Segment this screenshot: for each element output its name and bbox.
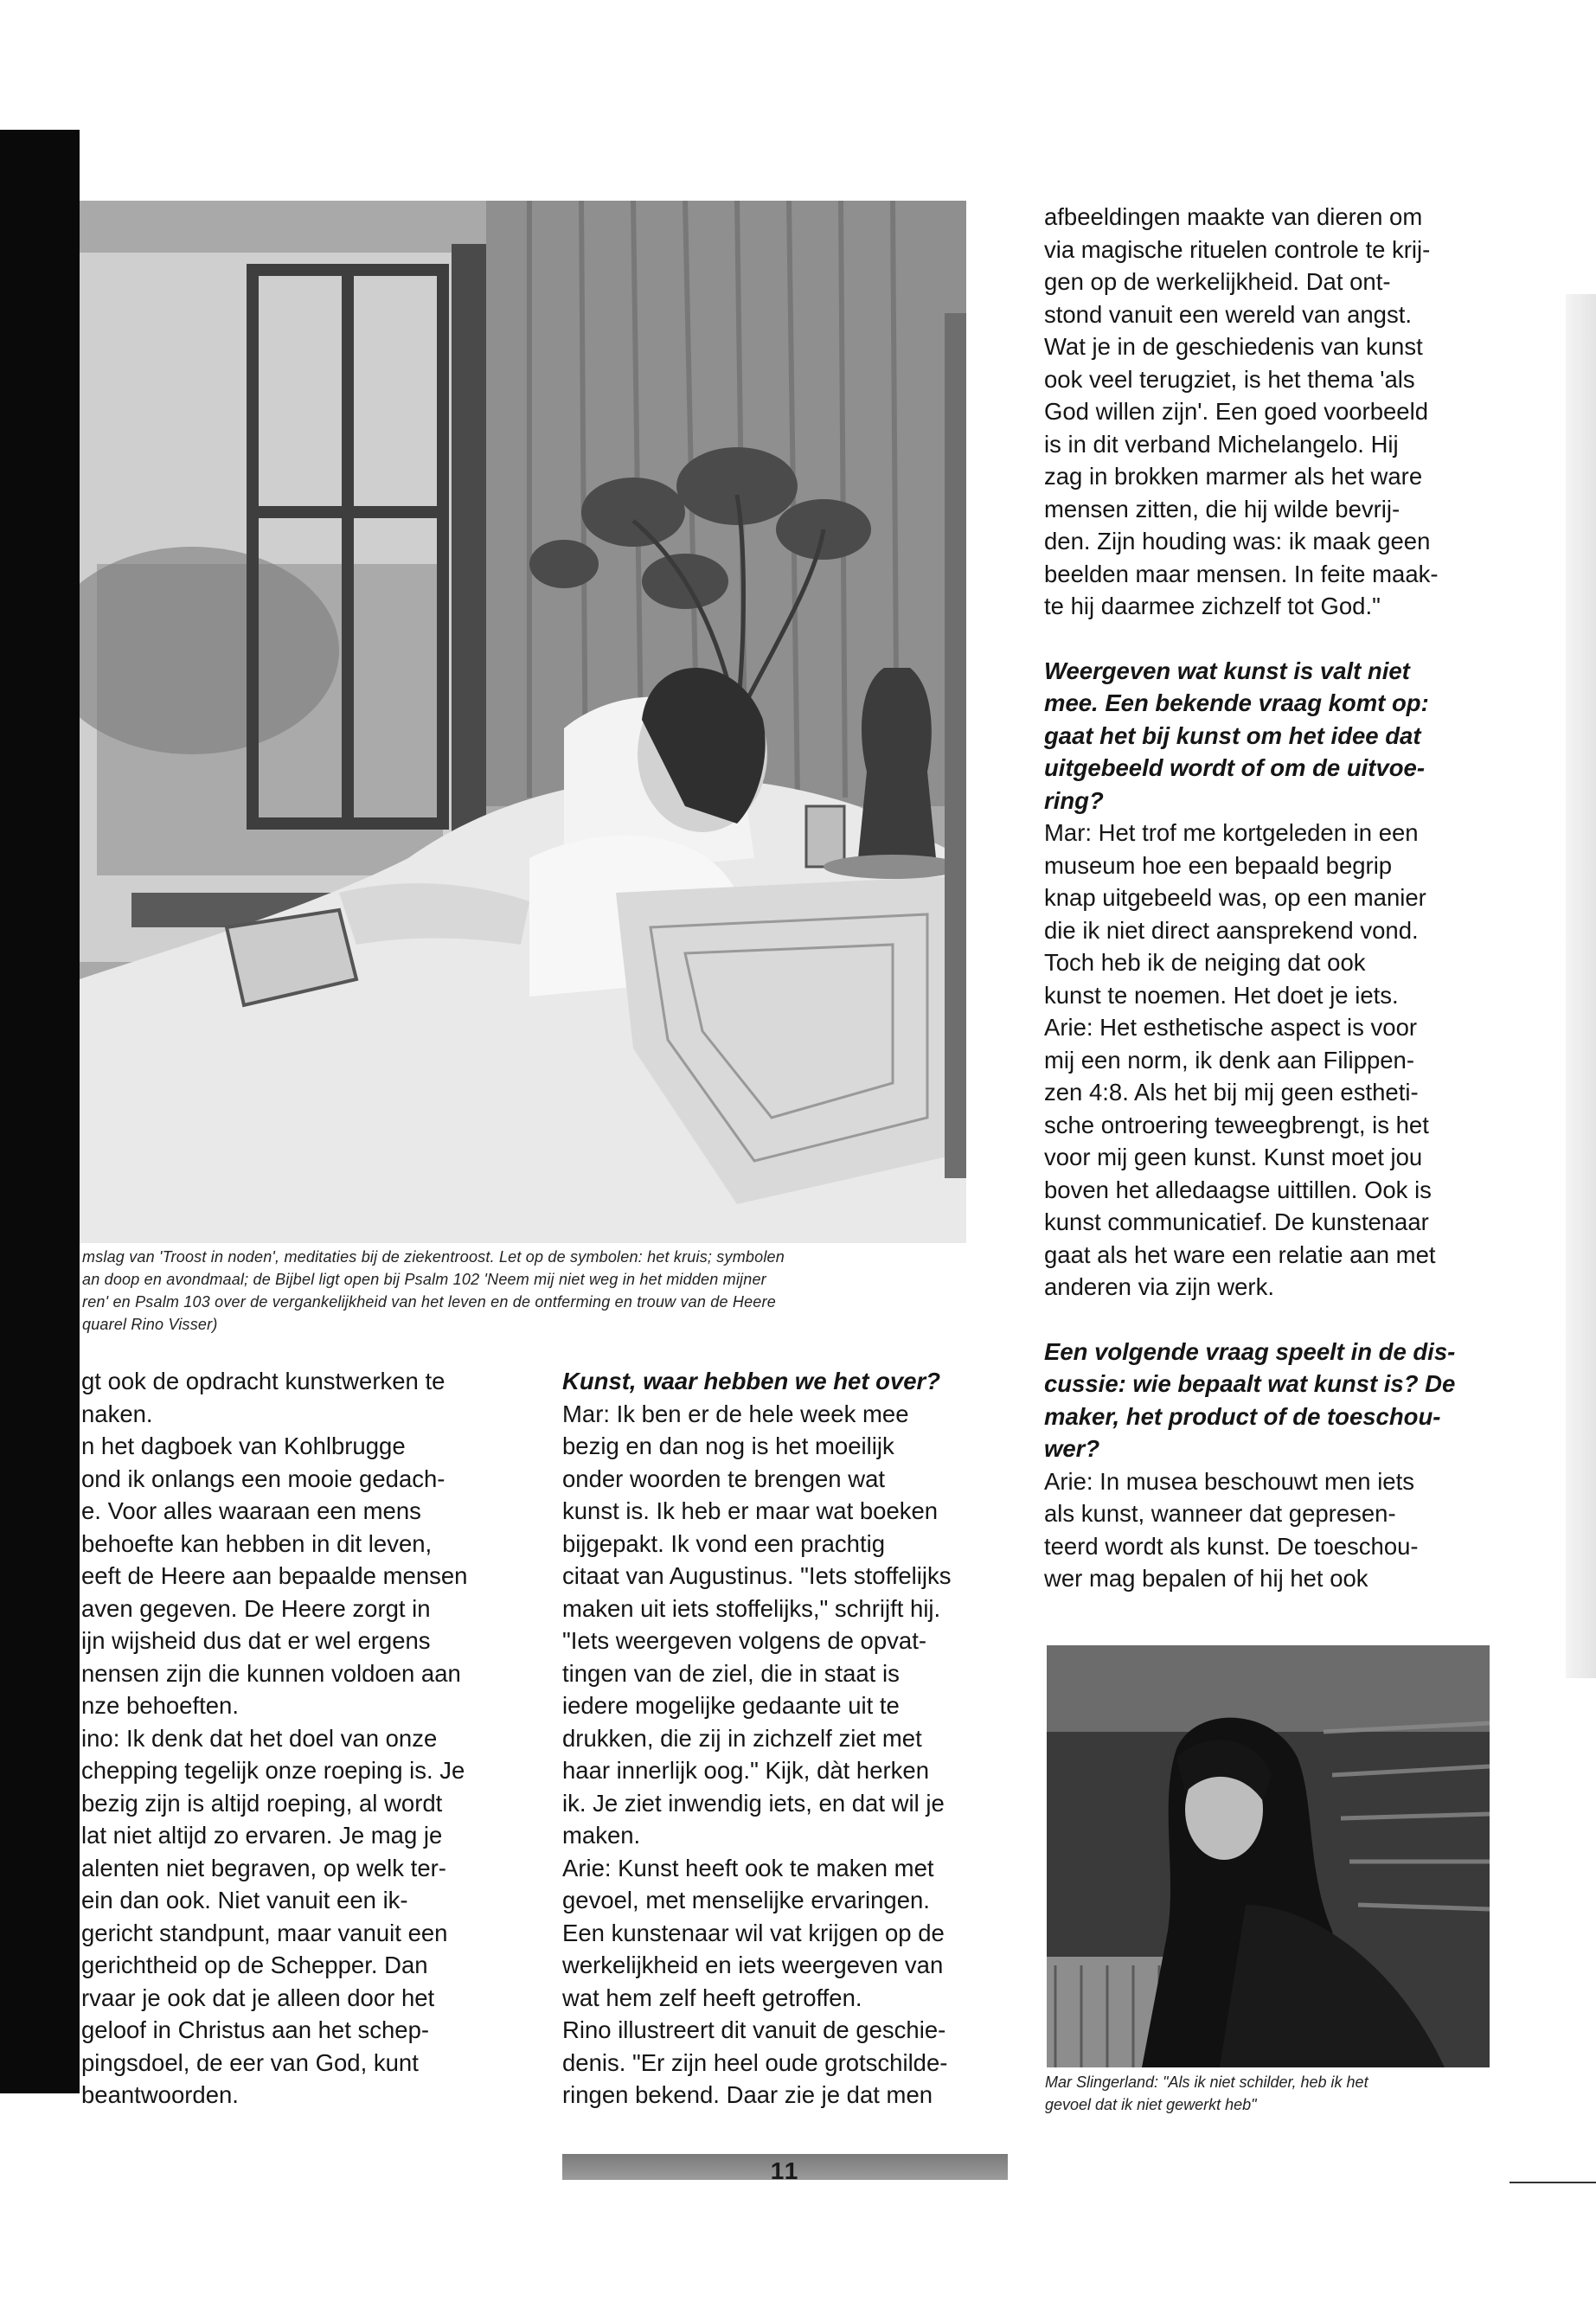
page-number-bar xyxy=(562,2154,1008,2180)
article-column-left: gt ook de opdracht kunstwerken te naken. n het dagboek van Kohlbrugge ond ik onlangs een mooie gedach- e. Voor alles waaraan een mens behoefte kan hebben in dit leven, eeft de Heere aan bepaalde mensen aven gegeven. De Heere zorgt in ijn wijsheid dus dat er wel ergens nensen zijn die kunnen voldoen aan nze behoeften. ino: Ik denk dat het doel van onze chepping tegelijk onze roeping is. Je bezig zijn is altijd roeping, al wordt lat niet altijd zo ervaren. Je mag je alenten niet begraven, op welk ter- ein dan ook. Niet vanuit een ik- gericht standpunt, maar vanuit een gerichtheid op de Schepper. Dan rvaar je ook dat je alleen door het geloof in Christus aan het schep- pingsdoel, de eer van God, kunt beantwoorden. xyxy=(81,1368,468,2108)
main-illustration-caption: mslag van 'Troost in noden', meditaties bij de ziekentroost. Let op de symbolen: het kruis; symbolen an doop en avondmaal; de Bijbel ligt open bij Psalm 102 'Neem mij niet weg in het midden mijner ren' en Psalm 103 over de vergankelijkheid van het leven en de ontferming en trouw van de Heere quarel Rino Visser) xyxy=(82,1248,785,1333)
scan-edge-left xyxy=(0,130,80,2093)
paragraph-gap xyxy=(1044,623,1494,655)
illustration-sickbed-watercolor xyxy=(80,201,966,1243)
portrait-photo-mar-slingerland xyxy=(1047,1645,1490,2067)
footer-rule xyxy=(1509,2182,1596,2183)
paragraph-gap xyxy=(1044,1304,1494,1336)
scan-edge-right xyxy=(1566,294,1596,1678)
question-1: Weergeven wat kunst is valt niet xyxy=(1044,657,1410,684)
section-heading-kunst: Kunst, waar hebben we het over? xyxy=(562,1368,941,1394)
portrait-photo-caption: Mar Slingerland: "Als ik niet schilder, heb ik het gevoel dat ik niet gewerkt heb" xyxy=(1045,2073,1368,2113)
article-column-right: afbeeldingen maakte van dieren om via magische rituelen controle te krij- gen op de werkelijkheid. Dat ont- stond vanuit een wereld van angst. Wat je in de geschiedenis van kunst ook veel terugziet, is het thema 'als God willen zijn'. Een goed voorbeeld is in dit verband Michelangelo. Hij zag in brokken marmer als het ware mensen zitten, die hij wilde bevrij- den. Zijn houding was: ik maak geen beelden maar mensen. In feite maak- te hij daarmee zichzelf tot God." Weergeven wat kunst is valt niet mee. Een bekende vraag komt op: gaat het bij kunst om het idee dat uitgebeeld wordt of om de uitvoe- ring? Mar: Het trof me kortgeleden in een museum hoe een bepaald begrip knap uitgebeeld was, op een manier die ik niet direct aansprekend vond. Toch heb ik de neiging dat ook kunst te noemen. Het doet je iets. Arie: Het esthetische aspect is voor mij een norm, ik denk aan Filippen- zen 4:8. Als het bij mij geen estheti- sche ontroering teweegbrengt, is het voor mij geen kunst. Kunst moet jou boven het alledaagse uittillen. Ook is kunst communicatief. De kunstenaar gaat als het ware een relatie aan met anderen via zijn werk. Een volgende vraag speelt in de dis- cussie: wie bepaalt wat kunst is? De maker, het product of de toeschou- wer? Arie: In musea beschouwt men iets als kunst, wanneer dat gepresen- teerd wordt als kunst. De toeschou- wer mag bepalen of hij het ook xyxy=(1044,201,1494,1595)
article-column-middle: Kunst, waar hebben we het over? Mar: Ik ben er de hele week mee bezig en dan nog is het moeilijk onder woorden te brengen wat kunst is. Ik heb er maar wat boeken bijgepakt. Ik vond een prachtig citaat van Augustinus. "Iets stoffelijks maken uit iets stoffelijks," schrijft hij. "Iets weergeven volgens de opvat- tingen van de ziel, die in staat is iedere mogelijke gedaante uit te drukken, die zij in zichzelf ziet met haar innerlijk oog." Kijk, dàt herken ik. Je ziet inwendig iets, en dat wil je maken. Arie: Kunst heeft ook te maken met gevoel, met menselijke ervaringen. Een kunstenaar wil vat krijgen op de werkelijkheid en iets weergeven van wat hem zelf heeft getroffen. Rino illustreert dit vanuit de geschie- denis. "Er zijn heel oude grotschilde- ringen bekend. Daar zie je dat men xyxy=(562,1365,1012,2112)
page-number: 11 xyxy=(770,2157,800,2180)
question-2: Een volgende vraag speelt in de dis- xyxy=(1044,1337,1456,1365)
